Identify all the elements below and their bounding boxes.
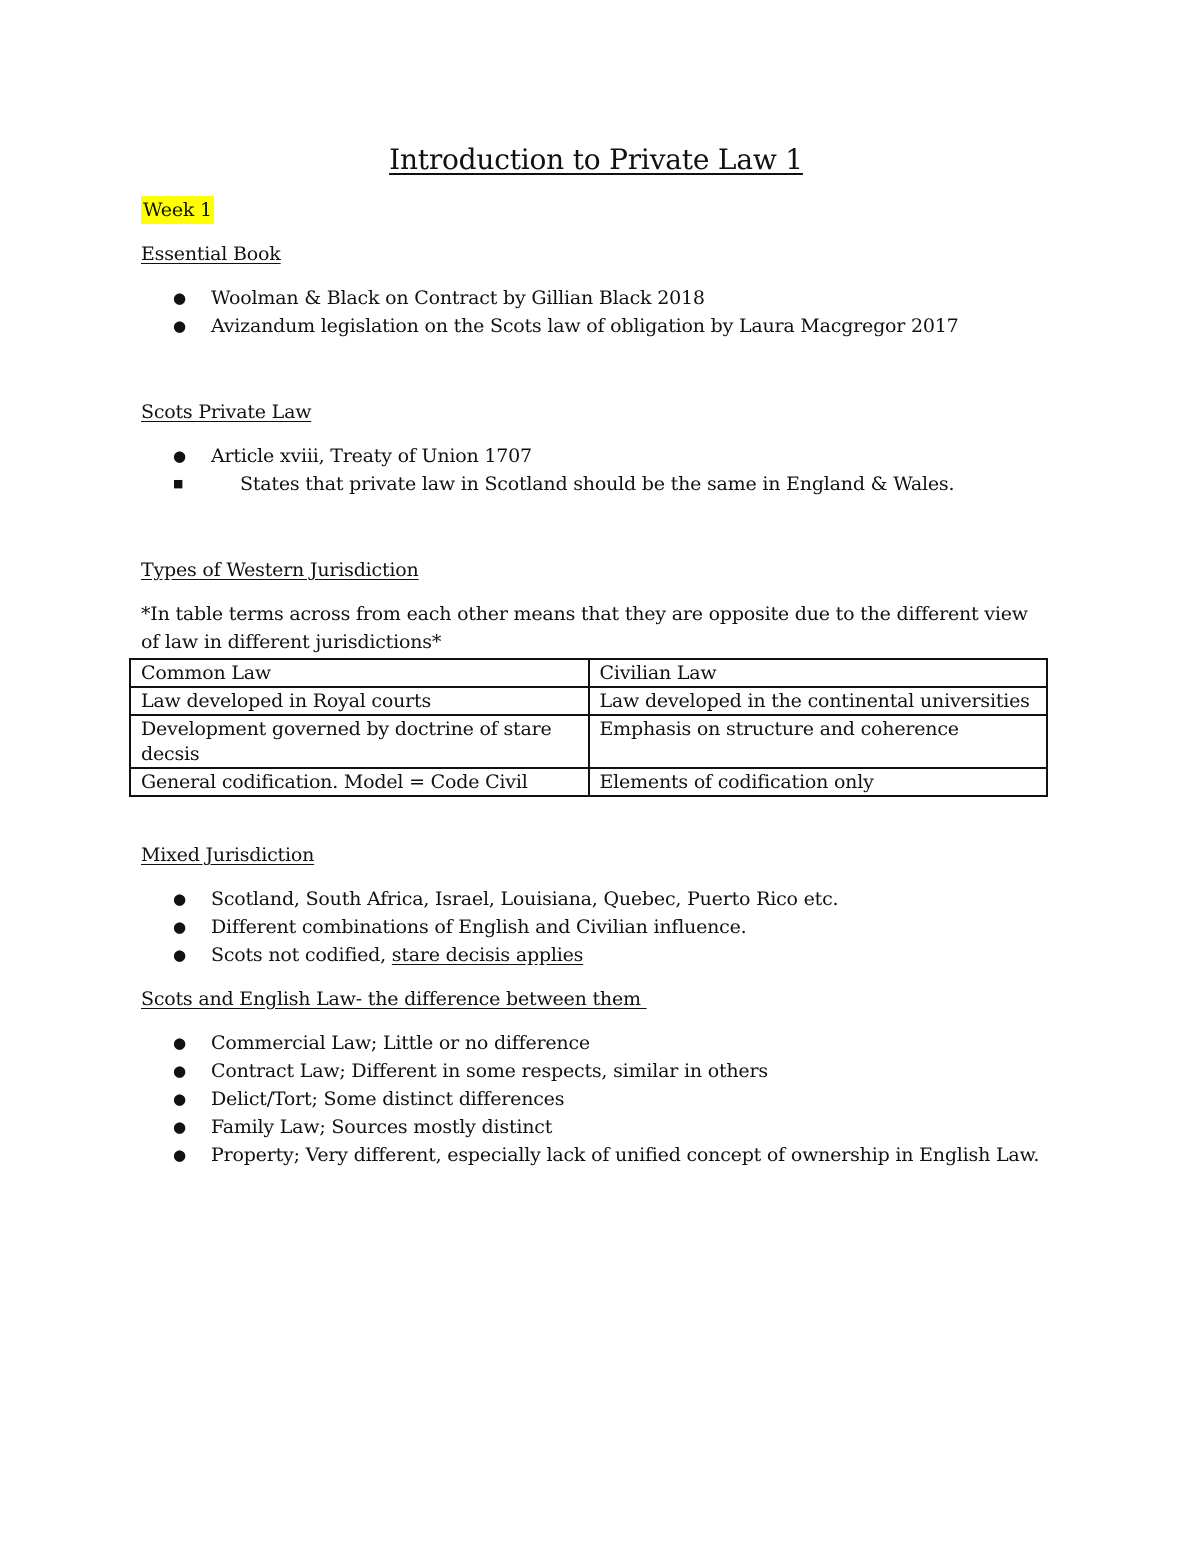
list-item-text: Scotland, South Africa, Israel, Louisiana, Quebec, Puerto Rico etc. xyxy=(211,888,839,910)
list-item-text: Commercial Law; Little or no difference xyxy=(211,1032,590,1054)
list-item xyxy=(141,442,1051,470)
table-cell: Emphasis on structure and coherence xyxy=(589,715,1048,768)
table-cell: Civilian Law xyxy=(589,659,1048,687)
mixed-jurisdiction-heading: Mixed Jurisdiction xyxy=(141,844,315,866)
western-jurisdiction-heading: Types of Western Jurisdiction xyxy=(141,559,419,581)
spacer xyxy=(141,969,1051,985)
list-item-text-underlined: stare decisis applies xyxy=(391,944,584,966)
essential-book-list xyxy=(141,284,1051,340)
bullet-icon: ● xyxy=(173,946,186,964)
scots-english-list xyxy=(141,1029,1051,1169)
spacer xyxy=(141,498,1051,556)
bullet-icon: ● xyxy=(173,447,186,465)
list-item xyxy=(141,1113,1051,1141)
bullet-icon: ● xyxy=(173,1034,186,1052)
bullet-icon: ● xyxy=(173,289,186,307)
document-body xyxy=(141,140,1051,1169)
table-cell: Elements of codification only xyxy=(589,768,1048,796)
list-item xyxy=(141,885,1051,913)
list-item-text: Family Law; Sources mostly distinct xyxy=(211,1116,553,1138)
list-item-text: Woolman & Black on Contract by Gillian Black 2018 xyxy=(211,287,705,309)
bullet-icon: ● xyxy=(173,1090,186,1108)
bullet-icon: ● xyxy=(173,1118,186,1136)
table-cell: Common Law xyxy=(130,659,589,687)
table-row xyxy=(130,659,1047,687)
bullet-icon: ● xyxy=(173,317,186,335)
table-cell: Development governed by doctrine of stare decsis xyxy=(130,715,589,768)
scots-private-law-heading: Scots Private Law xyxy=(141,401,312,423)
bullet-icon: ● xyxy=(173,1146,186,1164)
list-item-text: Avizandum legislation on the Scots law of obligation by Laura Macgregor 2017 xyxy=(211,315,959,337)
table-row xyxy=(130,687,1047,715)
jurisdiction-table xyxy=(129,658,1048,797)
list-item xyxy=(141,1057,1051,1085)
scots-private-law-list xyxy=(141,442,1051,498)
list-item xyxy=(141,941,1051,969)
table-row xyxy=(130,715,1047,768)
list-item xyxy=(141,1085,1051,1113)
mixed-jurisdiction-list xyxy=(141,885,1051,969)
list-item-text: Contract Law; Different in some respects, similar in others xyxy=(211,1060,768,1082)
table-cell: Law developed in Royal courts xyxy=(130,687,589,715)
list-item xyxy=(141,1141,1051,1169)
list-item-text: Property; Very different, especially lack of unified concept of ownership in English Law. xyxy=(211,1144,1040,1166)
list-item-text: Article xviii, Treaty of Union 1707 xyxy=(211,445,532,467)
table-note: *In table terms across from each other means that they are opposite due to the different view of law in different jurisdictions* xyxy=(141,603,1028,653)
list-item-text-prefix: Scots not codified, xyxy=(211,944,392,966)
list-item xyxy=(141,312,1051,340)
list-item xyxy=(141,913,1051,941)
list-item-text: Different combinations of English and Civilian influence. xyxy=(211,916,747,938)
table-cell: Law developed in the continental universities xyxy=(589,687,1048,715)
scots-english-heading: Scots and English Law- the difference between them xyxy=(141,988,647,1010)
sub-list-item xyxy=(141,470,1051,498)
spacer xyxy=(141,797,1051,841)
square-bullet-icon: ■ xyxy=(173,477,184,490)
essential-book-heading: Essential Book xyxy=(141,243,281,265)
spacer xyxy=(141,340,1051,398)
table-cell: General codification. Model = Code Civil xyxy=(130,768,589,796)
list-item xyxy=(141,1029,1051,1057)
table-row xyxy=(130,768,1047,796)
list-item xyxy=(141,284,1051,312)
week-label: Week 1 xyxy=(141,196,214,224)
bullet-icon: ● xyxy=(173,890,186,908)
bullet-icon: ● xyxy=(173,918,186,936)
document-title: Introduction to Private Law 1 xyxy=(389,143,803,176)
sub-list-item-text: States that private law in Scotland should be the same in England & Wales. xyxy=(240,473,955,495)
list-item-text: Delict/Tort; Some distinct differences xyxy=(211,1088,565,1110)
week-label-row xyxy=(141,196,1051,240)
bullet-icon: ● xyxy=(173,1062,186,1080)
